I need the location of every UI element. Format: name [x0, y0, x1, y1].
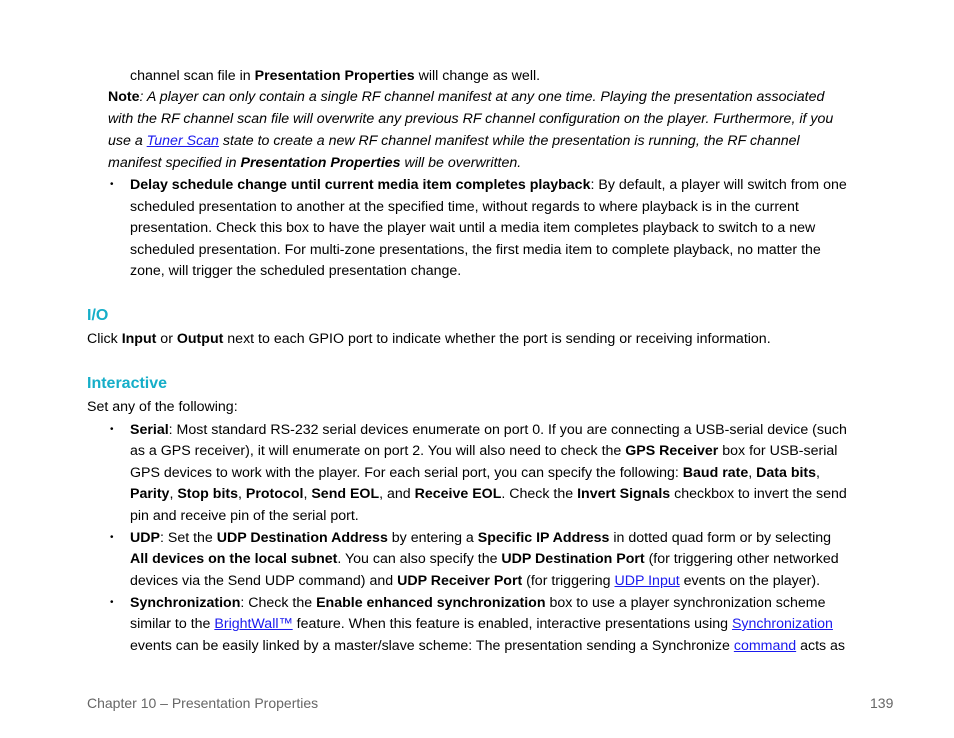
bold-term: GPS Receiver [625, 443, 719, 459]
text-span: . You can also specify the [337, 551, 502, 567]
text-span: by entering a [387, 530, 478, 546]
note-line-3 [108, 131, 800, 151]
sync-line-1 [130, 593, 825, 613]
bold-term: Parity [130, 486, 170, 502]
bold-term: Serial [130, 422, 169, 438]
bullet-marker: • [110, 179, 114, 190]
io-text [87, 329, 771, 349]
delay-line-5: zone, will trigger the scheduled presentation change. [130, 263, 462, 279]
note-text: use a [108, 133, 147, 149]
text-span: (for triggering [522, 573, 615, 589]
text-span: GPS devices to work with the player. For each serial port, you can specify the following: [130, 465, 683, 481]
note-text: with the RF channel scan file will overwrite any previous RF channel configuration on the player. Furthermore, if you [108, 111, 834, 127]
text-span: , [303, 486, 312, 502]
bold-term: Baud rate [682, 465, 749, 481]
text-span: : Most standard RS-232 serial devices enumerate on port 0. If you are connecting a USB-serial device (such [168, 422, 847, 438]
text-span: , [816, 465, 820, 481]
text-span: , [238, 486, 246, 502]
text-span: box for USB-serial [718, 443, 838, 459]
text-span: channel scan file in [130, 68, 255, 84]
text-span: in dotted quad form or by selecting [609, 530, 832, 546]
text-span: similar to the [130, 616, 215, 632]
io-heading: I/O [87, 307, 109, 324]
text-span: will change as well. [414, 68, 541, 84]
text-span: as a GPS receiver), it will enumerate on port 2. You will also need to check the [130, 443, 626, 459]
serial-line-3 [130, 463, 820, 483]
delay-line-2: scheduled presentation to another at the specified time, without regards to where playback is in the current [130, 199, 799, 215]
interactive-intro: Set any of the following: [87, 399, 238, 415]
footer-page-number: 139 [870, 695, 894, 711]
serial-line-5: pin and receive pin of the serial port. [130, 508, 359, 524]
text-span: or [156, 331, 177, 347]
udp-line-1 [130, 528, 831, 548]
udp-input-link[interactable]: UDP Input [614, 573, 680, 589]
bold-term: Presentation Properties [254, 68, 415, 84]
bullet-marker: • [110, 424, 114, 435]
text-span: checkbox to invert the send [670, 486, 847, 502]
bold-term: Stop bits [177, 486, 239, 502]
bold-term: Data bits [756, 465, 817, 481]
bold-term: UDP Destination Port [501, 551, 645, 567]
udp-line-2 [130, 549, 839, 569]
command-link[interactable]: command [733, 638, 797, 654]
bold-term: Presentation Properties [240, 155, 401, 171]
text-span: next to each GPIO port to indicate whether the port is sending or receiving information. [223, 331, 771, 347]
bold-term: All devices on the local subnet [130, 551, 338, 567]
interactive-heading: Interactive [87, 375, 168, 392]
bullet-marker: • [110, 532, 114, 543]
text-span: , [169, 486, 178, 502]
bold-term: Synchronization [130, 595, 241, 611]
serial-line-4 [130, 484, 847, 504]
bold-term: UDP [130, 530, 160, 546]
bold-term: Protocol [245, 486, 304, 502]
bold-term: Specific IP Address [477, 530, 610, 546]
link-text: Tuner Scan [146, 133, 219, 149]
bold-term: Invert Signals [577, 486, 671, 502]
synchronization-link[interactable]: Synchronization [731, 616, 833, 632]
note-label: Note [108, 89, 140, 105]
text-span: , [748, 465, 757, 481]
delay-line-1 [130, 175, 847, 195]
note-line-2 [108, 109, 833, 129]
text-span: acts as [796, 638, 846, 654]
udp-line-3 [130, 571, 820, 591]
sync-line-2 [130, 614, 833, 634]
text-span: : By default, a player will switch from one [590, 177, 847, 193]
serial-line-2 [130, 441, 837, 461]
intro-line [130, 66, 540, 86]
text-span: box to use a player synchronization scheme [545, 595, 826, 611]
bold-term: Output [176, 331, 224, 347]
bullet-marker: • [110, 597, 114, 608]
delay-line-3: presentation. Check this box to have the player wait until a media item completes playback to switch to a new [130, 220, 816, 236]
serial-line-1 [130, 420, 847, 440]
note-text: will be overwritten. [400, 155, 522, 171]
bold-term: Receive EOL [414, 486, 502, 502]
sync-line-3 [130, 636, 845, 656]
bold-term: Delay schedule change until current media item completes playback [130, 177, 591, 193]
text-span: events on the player). [679, 573, 821, 589]
bold-term: UDP Receiver Port [397, 573, 523, 589]
text-span: , and [379, 486, 415, 502]
delay-line-4: scheduled presentation. For multi-zone presentations, the first media item to complete playback, no matter the [130, 242, 821, 258]
text-span: Click [87, 331, 122, 347]
note-text: manifest specified in [108, 155, 241, 171]
note-text: state to create a new RF channel manifest while the presentation is running, the RF channel [218, 133, 800, 149]
bold-term: Send EOL [311, 486, 380, 502]
note-line-4 [108, 153, 521, 173]
bold-term: Enable enhanced synchronization [316, 595, 546, 611]
brightwall-link[interactable]: BrightWall™ [214, 616, 293, 632]
note-text: : A player can only contain a single RF channel manifest at any one time. Playing the presentation associated [139, 89, 825, 105]
text-span: feature. When this feature is enabled, interactive presentations using [292, 616, 732, 632]
text-span: : Check the [240, 595, 317, 611]
note-line-1 [108, 87, 824, 107]
footer-chapter: Chapter 10 – Presentation Properties [87, 695, 319, 711]
text-span: (for triggering other networked [644, 551, 839, 567]
bold-term: Input [121, 331, 157, 347]
text-span: : Set the [159, 530, 217, 546]
tuner-scan-link[interactable] [147, 133, 219, 149]
bold-term: UDP Destination Address [216, 530, 388, 546]
text-span: events can be easily linked by a master/slave scheme: The presentation sending a Synchronize [130, 638, 734, 654]
text-span: . Check the [501, 486, 578, 502]
text-span: devices via the Send UDP command) and [130, 573, 398, 589]
